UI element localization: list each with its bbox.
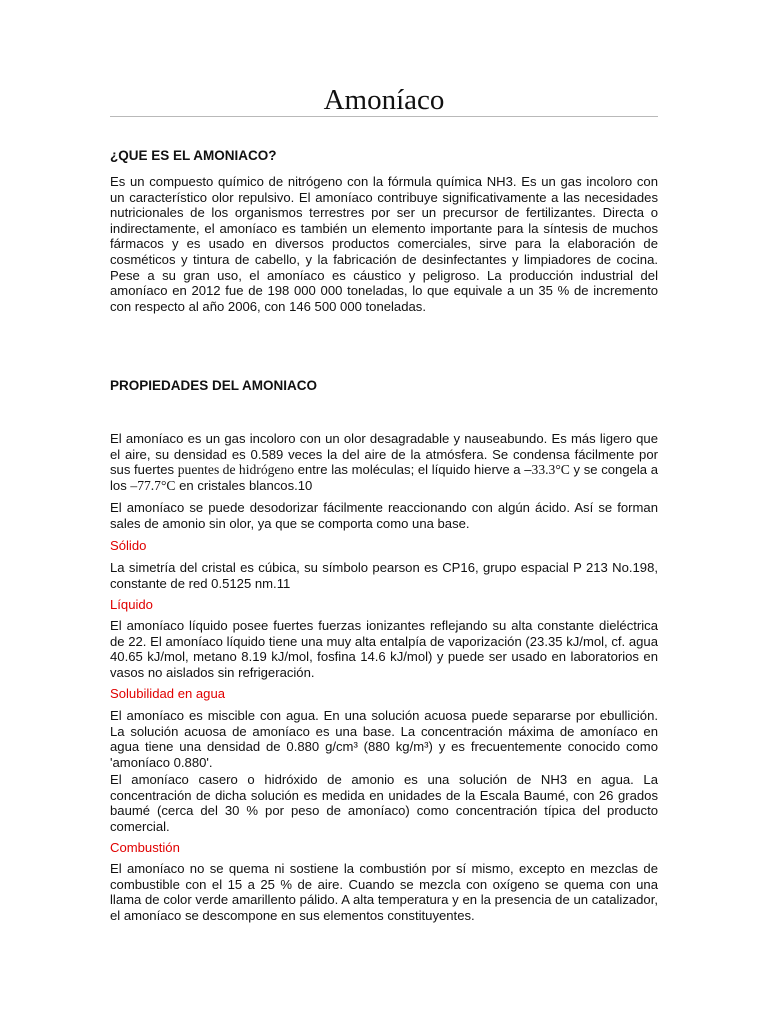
paragraph-combustion: El amoníaco no se quema ni sostiene la combustión por sí mismo, excepto en mezclas de combustible con el 15 a 25 % de aire. Cuando se mezcla con oxígeno se quema con una llama de color verde amarillento pálido. A alta temperatura y en la presencia de un catalizador, el amoníaco se descompone en sus elementos constituyentes. [110, 861, 658, 923]
paragraph-solido: La simetría del cristal es cúbica, su símbolo pearson es CP16, grupo espacial P 213 No.198, constante de red 0.5125 nm.11 [110, 560, 658, 591]
paragraph-propiedades-1-part2: entre las moléculas; el líquido hierve a – [294, 462, 532, 478]
paragraph-propiedades-2: El amoníaco se puede desodorizar fácilmente reaccionando con algún ácido. Así se forman sales de amonio sin olor, ya que se comporta como una base. [110, 500, 658, 531]
paragraph-solubilidad-2: El amoníaco casero o hidróxido de amonio es una solución de NH3 en agua. La concentración de dicha solución es medida en unidades de la Escala Baumé, con 26 grados baumé (cerca del 30 % por peso de amoníaco) como concentración típica del producto comercial. [110, 772, 658, 834]
subheading-combustion: Combustión [110, 840, 180, 855]
paragraph-propiedades-1-part1: El amoníaco es un gas incoloro con un olor desagradable y nauseabundo. Es más ligero que el aire, su densidad es 0.589 veces la del aire de la atmósfera. Se condensa fácilmente por sus fuertes [110, 431, 658, 478]
section-heading-propiedades: PROPIEDADES DEL AMONIACO [110, 378, 318, 393]
subheading-solido: Sólido [110, 538, 147, 553]
section-heading-que-es: ¿QUE ES EL AMONIACO? [110, 148, 277, 163]
document-title: Amoníaco [323, 84, 445, 116]
paragraph-propiedades-1-part3: y se congela a los [110, 462, 658, 493]
freezing-point-value: –77.7°C [130, 477, 176, 493]
subheading-solubilidad: Solubilidad en agua [110, 686, 226, 701]
subheading-liquido: Líquido [110, 597, 153, 612]
paragraph-propiedades-1 [110, 431, 658, 493]
boiling-point-value: 33.3°C [531, 462, 570, 478]
paragraph-que-es: Es un compuesto químico de nitrógeno con la fórmula química NH3. Es un gas incoloro con un característico olor repulsivo. El amoníaco contribuye significativamente a las necesidades nutricionales de los organismos terrestres por ser un precursor de fertilizantes. Directa o indirectamente, el amoníaco es también un elemento importante para la síntesis de muchos fármacos y es usado en diversos productos comerciales, sirve para la elaboración de cosméticos y tintura de cabello, y la fabricación de desinfectantes y limpiadores de cocina. Pese a su gran uso, el amoníaco es cáustico y peligroso. La producción industrial del amoníaco en 2012 fue de 198 000 000 toneladas, lo que equivale a un 35 % de incremento con respecto al año 2006, con 146 500 000 toneladas. [110, 174, 658, 314]
title-divider [110, 116, 658, 117]
paragraph-solubilidad-1: El amoníaco es miscible con agua. En una solución acuosa puede separarse por ebullición. La solución acuosa de amoníaco es una base. La concentración máxima de amoníaco en agua tiene una densidad de 0.880 g/cm³ (880 kg/m³) y es frecuentemente conocido como 'amoníaco 0.880'. [110, 708, 658, 770]
paragraph-propiedades-1-part4: en cristales blancos.10 [175, 477, 313, 493]
paragraph-liquido: El amoníaco líquido posee fuertes fuerzas ionizantes reflejando su alta constante dieléctrica de 22. El amoníaco líquido tiene una muy alta entalpía de vaporización (23.35 kJ/mol, cf. agua 40.65 kJ/mol, metano 8.19 kJ/mol, fosfina 14.6 kJ/mol) y puede ser usado en laboratorios en vasos no aislados sin refrigeración. [110, 618, 658, 680]
hydrogen-bonds-term: puentes de hidrógeno [177, 462, 295, 478]
